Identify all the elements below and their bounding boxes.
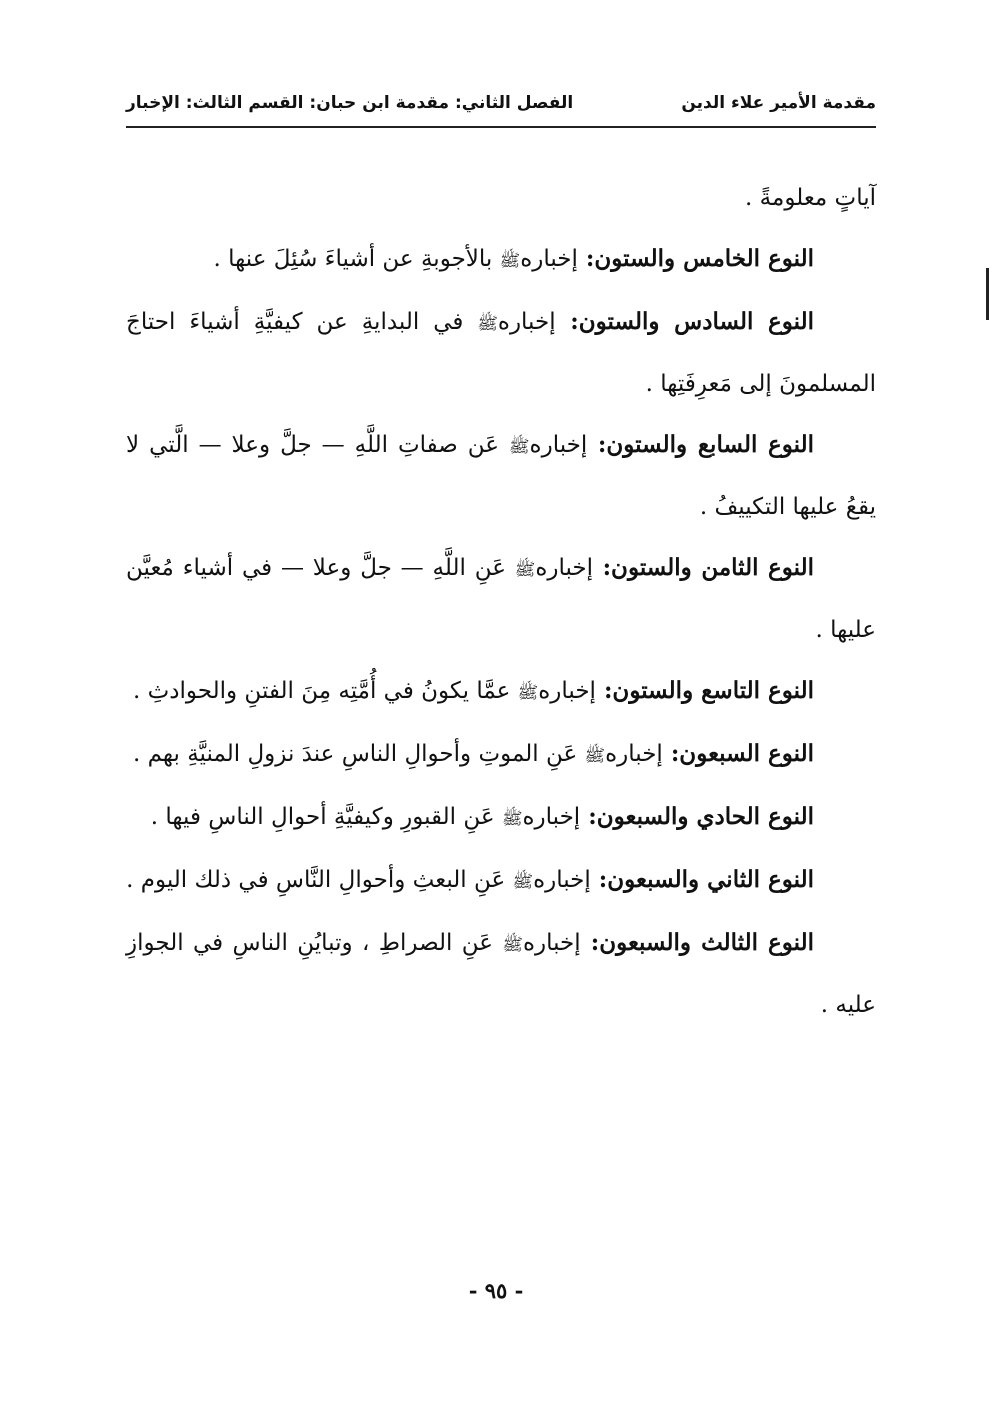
type-heading: النوع الثاني والسبعون: (590, 866, 814, 893)
type-heading: النوع الثالث والسبعون: (580, 929, 814, 956)
paragraph-type-67 (126, 415, 876, 537)
honorific-glyph: ﷺ (502, 935, 523, 955)
paragraph-type-68 (126, 538, 876, 660)
paragraph-text: إخباره (538, 678, 596, 704)
paragraph-continuation (126, 168, 876, 228)
paragraph-text: إخباره (522, 804, 581, 830)
type-heading: النوع الحادي والسبعون: (580, 803, 814, 830)
honorific-glyph: ﷺ (584, 746, 606, 766)
paragraph-type-73 (126, 913, 876, 1035)
running-header (126, 88, 876, 118)
margin-mark (986, 268, 989, 320)
honorific-glyph: ﷺ (499, 251, 521, 271)
paragraph-text: آياتٍ معلومةً . (745, 185, 876, 211)
paragraph-type-72 (126, 850, 876, 912)
honorific-glyph: ﷺ (508, 437, 530, 457)
honorific-glyph: ﷺ (477, 314, 498, 334)
paragraph-text: عَن صفاتِ اللَّهِ — جلَّ وعلا — الَّتي لا يقعُ عليها التكييفُ . (126, 432, 876, 520)
paragraph-text: عَنِ البعثِ وأحوالِ النَّاسِ في ذلك اليوم . (126, 867, 513, 893)
paragraph-type-70 (126, 724, 876, 786)
type-heading: النوع السادس والستون: (555, 308, 815, 335)
type-heading: النوع السبعون: (662, 740, 814, 767)
paragraph-text: إخباره (605, 741, 663, 767)
paragraph-text: إخباره (529, 432, 588, 458)
type-heading: النوع التاسع والستون: (595, 677, 814, 704)
honorific-glyph: ﷺ (517, 683, 539, 703)
page-body (126, 168, 876, 1036)
paragraph-text: عَنِ اللَّهِ — جلَّ وعلا — في أشياء مُعيَّن عليها . (126, 555, 876, 643)
paragraph-text: إخباره (535, 555, 594, 581)
type-heading: النوع الثامن والستون: (593, 554, 814, 581)
type-heading: النوع الخامس والستون: (577, 245, 814, 272)
paragraph-text: عمَّا يكونُ في أُمَّتِه مِنَ الفتنِ والحوادثِ . (132, 678, 518, 704)
paragraph-text: إخباره (520, 246, 578, 272)
paragraph-text: عَنِ الصراطِ ، وتبايُنِ الناسِ في الجوازِ عليه . (126, 930, 876, 1018)
paragraph-text: عَنِ القبورِ وكيفيَّةِ أحوالِ الناسِ فيها . (150, 804, 502, 830)
paragraph-type-66 (126, 292, 876, 414)
paragraph-type-65 (126, 229, 876, 291)
page-number: - ٩٥ - (468, 1278, 524, 1303)
header-rule (126, 126, 876, 128)
paragraph-text: بالأجوبةِ عن أشياءَ سُئِلَ عنها . (213, 246, 500, 272)
paragraph-type-71 (126, 787, 876, 849)
paragraph-text: إخباره (533, 867, 591, 893)
honorific-glyph: ﷺ (514, 560, 536, 580)
paragraph-text: إخباره (522, 930, 581, 956)
honorific-glyph: ﷺ (501, 809, 523, 829)
book-title: مقدمة الأمير علاء الدين (681, 93, 876, 113)
chapter-title: الفصل الثاني: مقدمة ابن حبان: القسم الثالث: الإخبار (126, 93, 574, 113)
paragraph-type-69 (126, 661, 876, 723)
paragraph-text: إخباره (497, 309, 556, 335)
paragraph-text: في البدايةِ عن كيفيَّةِ أشياءَ احتاجَ المسلمونَ إلى مَعرِفَتِها . (126, 309, 876, 397)
type-heading: النوع السابع والستون: (587, 431, 814, 458)
paragraph-text: عَنِ الموتِ وأحوالِ الناسِ عندَ نزولِ المنيَّةِ بهم . (132, 741, 585, 767)
honorific-glyph: ﷺ (512, 872, 534, 892)
